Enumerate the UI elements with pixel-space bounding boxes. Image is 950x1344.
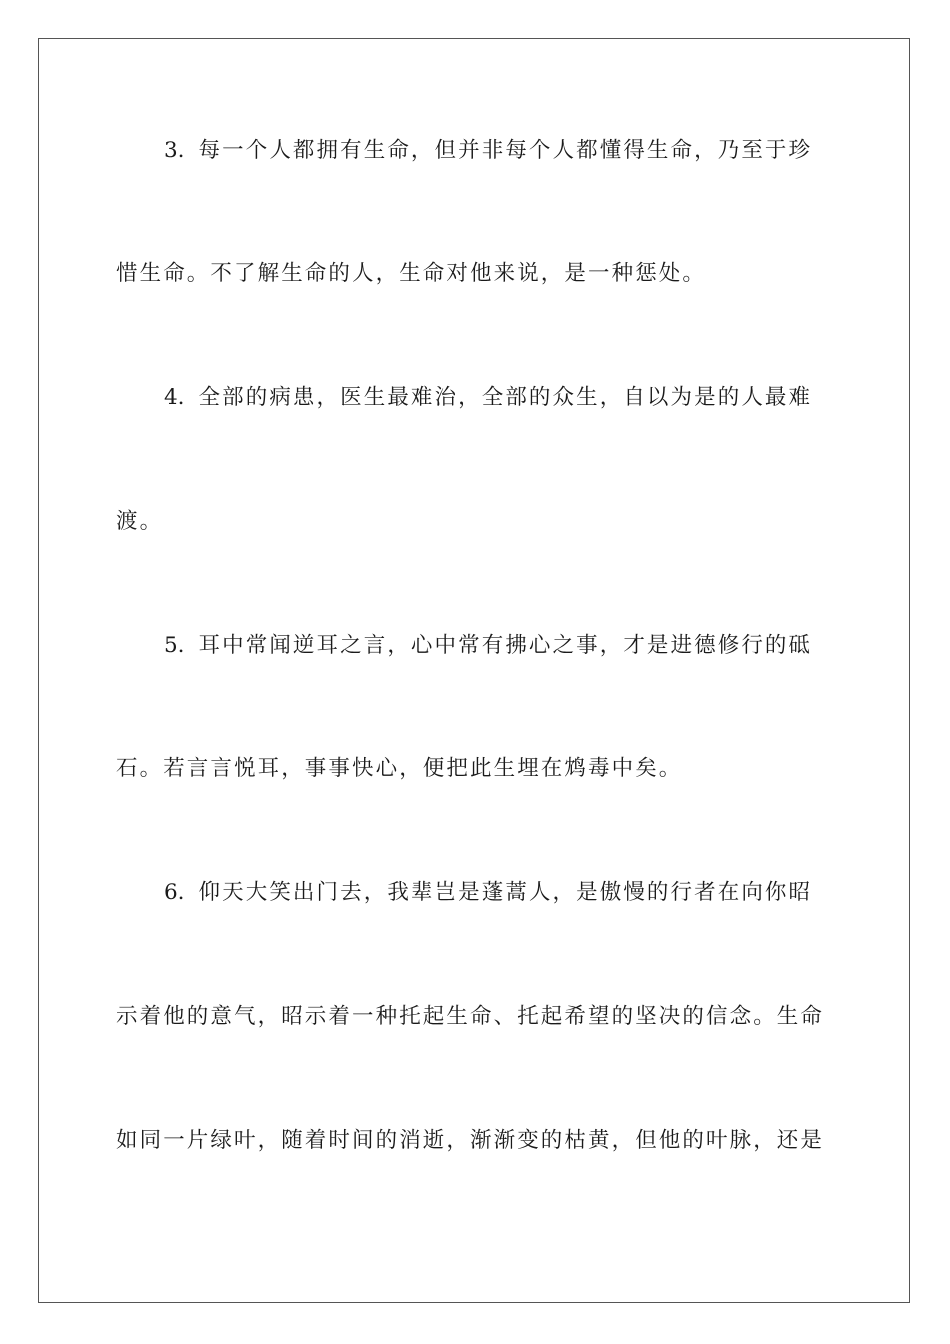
page-border bbox=[38, 38, 910, 1303]
paragraph-3-text-1: 每一个人都拥有生命，但并非每个人都懂得生命，乃至于珍 bbox=[198, 138, 813, 163]
paragraph-3-line-1 bbox=[164, 136, 836, 166]
paragraph-4-number: 4. bbox=[164, 385, 185, 410]
paragraph-5-number: 5. bbox=[164, 633, 185, 658]
paragraph-3-number: 3. bbox=[164, 138, 185, 163]
paragraph-4-text-1: 全部的病患，医生最难治，全部的众生，自以为是的人最难 bbox=[198, 385, 813, 410]
paragraph-4-line-1 bbox=[164, 383, 836, 413]
paragraph-6-line-1 bbox=[164, 878, 836, 908]
paragraph-5-text-1: 耳中常闻逆耳之言，心中常有拂心之事，才是进德修行的砥 bbox=[198, 633, 813, 658]
paragraph-3-line-2: 惜生命。不了解生命的人，生命对他来说，是一种惩处。 bbox=[116, 261, 707, 286]
paragraph-4-line-2: 渡。 bbox=[116, 509, 164, 534]
paragraph-6-number: 6. bbox=[164, 880, 185, 905]
paragraph-5-line-1 bbox=[164, 631, 836, 661]
paragraph-5-line-2: 石。若言言悦耳，事事快心，便把此生埋在鸩毒中矣。 bbox=[116, 756, 683, 781]
paragraph-6-line-2: 示着他的意气，昭示着一种托起生命、托起希望的坚决的信念。生命 bbox=[116, 1004, 825, 1029]
paragraph-6-text-1: 仰天大笑出门去，我辈岂是蓬蒿人，是傲慢的行者在向你昭 bbox=[198, 880, 813, 905]
paragraph-6-line-3: 如同一片绿叶，随着时间的消逝，渐渐变的枯黄，但他的叶脉，还是 bbox=[116, 1128, 825, 1153]
